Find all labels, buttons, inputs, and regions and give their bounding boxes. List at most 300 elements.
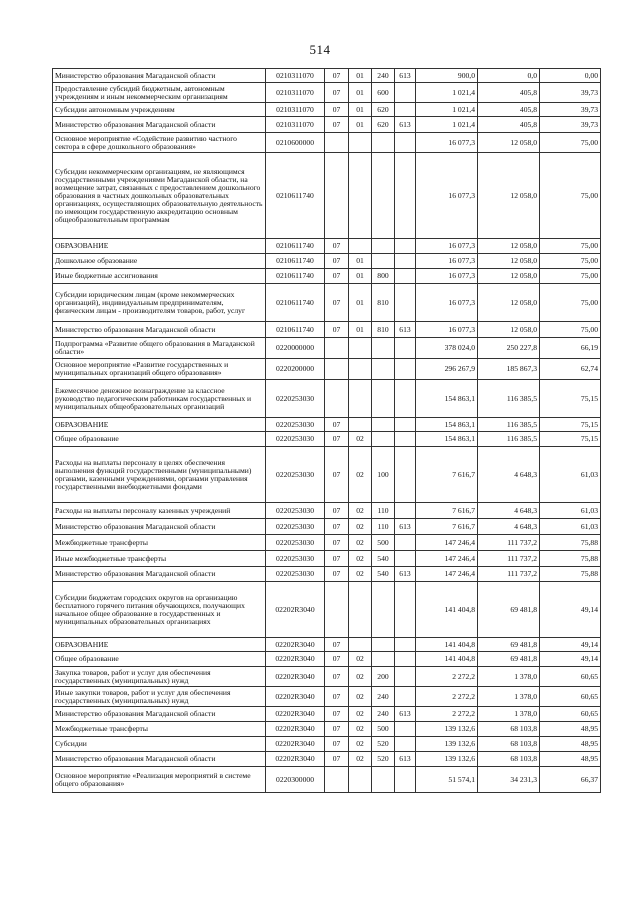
row-name-cell: Межбюджетные трансферты [53, 535, 266, 551]
row-code-cell: 0210611740 [266, 269, 325, 284]
row-code-cell: 02202R3040 [266, 638, 325, 652]
row-section-cell: 07 [325, 254, 349, 269]
row-expense-type-cell: 110 [372, 519, 395, 535]
row-expense-type-cell [372, 338, 395, 359]
row-code-cell: 0210311070 [266, 117, 325, 133]
row-code-cell: 0210611740 [266, 239, 325, 254]
row-department-cell [395, 767, 416, 793]
row-actual-cell: 116 385,5 [478, 418, 540, 432]
row-percent-cell: 60,65 [540, 707, 601, 722]
row-code-cell: 0220253030 [266, 432, 325, 447]
row-section-cell: 07 [325, 567, 349, 582]
row-department-cell [395, 359, 416, 380]
row-percent-cell: 48,95 [540, 752, 601, 767]
row-expense-type-cell: 620 [372, 103, 395, 117]
row-percent-cell: 75,00 [540, 239, 601, 254]
row-plan-cell: 16 077,3 [416, 254, 478, 269]
row-code-cell: 0210611740 [266, 153, 325, 239]
table-row [53, 551, 601, 567]
row-percent-cell: 75,00 [540, 133, 601, 153]
row-code-cell: 0220253030 [266, 447, 325, 503]
row-expense-type-cell: 600 [372, 83, 395, 103]
row-subsection-cell: 01 [349, 284, 372, 322]
row-plan-cell: 141 404,8 [416, 652, 478, 667]
row-code-cell: 0220253030 [266, 567, 325, 582]
row-percent-cell: 75,00 [540, 322, 601, 338]
row-percent-cell: 0,00 [540, 69, 601, 83]
row-actual-cell: 111 737,2 [478, 567, 540, 582]
row-subsection-cell [349, 153, 372, 239]
row-section-cell: 07 [325, 269, 349, 284]
row-expense-type-cell: 810 [372, 322, 395, 338]
row-percent-cell: 48,95 [540, 737, 601, 752]
row-subsection-cell [349, 767, 372, 793]
row-department-cell [395, 737, 416, 752]
table-row [53, 322, 601, 338]
row-subsection-cell [349, 638, 372, 652]
row-expense-type-cell: 540 [372, 567, 395, 582]
row-subsection-cell: 02 [349, 752, 372, 767]
row-section-cell: 07 [325, 447, 349, 503]
row-code-cell: 0220200000 [266, 359, 325, 380]
row-section-cell: 07 [325, 551, 349, 567]
row-percent-cell: 48,95 [540, 722, 601, 737]
row-actual-cell: 68 103,8 [478, 722, 540, 737]
row-expense-type-cell [372, 153, 395, 239]
row-section-cell: 07 [325, 503, 349, 519]
row-name-cell: Субсидии автономным учреждениям [53, 103, 266, 117]
row-subsection-cell: 02 [349, 737, 372, 752]
row-expense-type-cell: 520 [372, 737, 395, 752]
row-subsection-cell [349, 338, 372, 359]
row-expense-type-cell: 520 [372, 752, 395, 767]
row-department-cell [395, 722, 416, 737]
row-percent-cell: 75,15 [540, 432, 601, 447]
row-plan-cell: 2 272,2 [416, 687, 478, 707]
row-code-cell: 02202R3040 [266, 722, 325, 737]
row-plan-cell: 1 021,4 [416, 83, 478, 103]
row-subsection-cell [349, 133, 372, 153]
row-subsection-cell: 02 [349, 519, 372, 535]
table-row [53, 153, 601, 239]
row-section-cell [325, 338, 349, 359]
row-department-cell [395, 638, 416, 652]
row-section-cell: 07 [325, 284, 349, 322]
row-plan-cell: 147 246,4 [416, 567, 478, 582]
row-name-cell: Основное мероприятие «Развитие государственных и муниципальных организаций общего образования» [53, 359, 266, 380]
row-department-cell [395, 239, 416, 254]
row-actual-cell: 69 481,8 [478, 638, 540, 652]
table-row [53, 638, 601, 652]
row-subsection-cell: 01 [349, 269, 372, 284]
table-row [53, 133, 601, 153]
row-percent-cell: 75,00 [540, 153, 601, 239]
row-percent-cell: 62,74 [540, 359, 601, 380]
row-actual-cell: 250 227,8 [478, 338, 540, 359]
row-plan-cell: 16 077,3 [416, 133, 478, 153]
table-row [53, 503, 601, 519]
table-row [53, 722, 601, 737]
table-row [53, 707, 601, 722]
row-department-cell [395, 418, 416, 432]
row-actual-cell: 111 737,2 [478, 551, 540, 567]
row-name-cell: Дошкольное образование [53, 254, 266, 269]
row-expense-type-cell [372, 767, 395, 793]
row-percent-cell: 66,37 [540, 767, 601, 793]
row-expense-type-cell [372, 432, 395, 447]
row-section-cell: 07 [325, 667, 349, 687]
row-name-cell: Общее образование [53, 652, 266, 667]
table-row [53, 418, 601, 432]
row-department-cell: 613 [395, 707, 416, 722]
row-subsection-cell: 02 [349, 707, 372, 722]
row-actual-cell: 1 378,0 [478, 707, 540, 722]
row-name-cell: ОБРАЗОВАНИЕ [53, 418, 266, 432]
row-subsection-cell: 02 [349, 432, 372, 447]
row-name-cell: Министерство образования Магаданской области [53, 519, 266, 535]
row-plan-cell: 378 024,0 [416, 338, 478, 359]
row-subsection-cell [349, 418, 372, 432]
row-name-cell: Общее образование [53, 432, 266, 447]
row-section-cell [325, 153, 349, 239]
row-name-cell: Расходы на выплаты персоналу в целях обеспечения выполнения функций государственными (муниципальными) органами, казенными учреждениями, органами управления государственными внебюджетными фондами [53, 447, 266, 503]
row-section-cell: 07 [325, 69, 349, 83]
row-code-cell: 02202R3040 [266, 737, 325, 752]
row-department-cell: 613 [395, 117, 416, 133]
row-department-cell: 613 [395, 322, 416, 338]
row-subsection-cell [349, 380, 372, 418]
row-actual-cell: 68 103,8 [478, 737, 540, 752]
row-expense-type-cell: 500 [372, 722, 395, 737]
row-percent-cell: 75,15 [540, 418, 601, 432]
row-section-cell [325, 359, 349, 380]
row-actual-cell: 12 058,0 [478, 284, 540, 322]
row-department-cell: 613 [395, 69, 416, 83]
row-section-cell: 07 [325, 103, 349, 117]
row-actual-cell: 12 058,0 [478, 269, 540, 284]
row-expense-type-cell [372, 254, 395, 269]
row-section-cell: 07 [325, 519, 349, 535]
row-actual-cell: 0,0 [478, 69, 540, 83]
row-plan-cell: 141 404,8 [416, 582, 478, 638]
row-expense-type-cell: 100 [372, 447, 395, 503]
row-department-cell [395, 153, 416, 239]
table-row [53, 239, 601, 254]
row-plan-cell: 139 132,6 [416, 722, 478, 737]
table-row [53, 667, 601, 687]
table-row [53, 567, 601, 582]
row-actual-cell: 405,8 [478, 117, 540, 133]
row-department-cell: 613 [395, 752, 416, 767]
row-subsection-cell: 02 [349, 567, 372, 582]
row-section-cell [325, 380, 349, 418]
row-section-cell [325, 767, 349, 793]
row-subsection-cell: 01 [349, 103, 372, 117]
row-expense-type-cell: 620 [372, 117, 395, 133]
row-actual-cell: 4 648,3 [478, 503, 540, 519]
row-code-cell: 02202R3040 [266, 687, 325, 707]
row-name-cell: Министерство образования Магаданской области [53, 69, 266, 83]
table-row [53, 737, 601, 752]
row-actual-cell: 69 481,8 [478, 582, 540, 638]
row-name-cell: Закупка товаров, работ и услуг для обеспечения государственных (муниципальных) нужд [53, 667, 266, 687]
row-name-cell: Основное мероприятие «Содействие развитию частного сектора в сфере дошкольного образования» [53, 133, 266, 153]
row-department-cell [395, 133, 416, 153]
row-code-cell: 0220253030 [266, 503, 325, 519]
row-department-cell [395, 269, 416, 284]
row-actual-cell: 185 867,3 [478, 359, 540, 380]
row-name-cell: Министерство образования Магаданской области [53, 322, 266, 338]
row-department-cell [395, 503, 416, 519]
row-subsection-cell [349, 582, 372, 638]
row-subsection-cell [349, 239, 372, 254]
table-row [53, 652, 601, 667]
row-section-cell: 07 [325, 707, 349, 722]
row-name-cell: Подпрограмма «Развитие общего образования в Магаданской области» [53, 338, 266, 359]
row-department-cell [395, 83, 416, 103]
row-code-cell: 02202R3040 [266, 707, 325, 722]
row-plan-cell: 147 246,4 [416, 535, 478, 551]
table-row [53, 269, 601, 284]
row-code-cell: 0210311070 [266, 103, 325, 117]
row-expense-type-cell: 810 [372, 284, 395, 322]
row-name-cell: Расходы на выплаты персоналу казенных учреждений [53, 503, 266, 519]
row-code-cell: 0210311070 [266, 83, 325, 103]
row-percent-cell: 75,88 [540, 551, 601, 567]
row-percent-cell: 75,00 [540, 254, 601, 269]
row-percent-cell: 75,15 [540, 380, 601, 418]
row-actual-cell: 4 648,3 [478, 519, 540, 535]
row-expense-type-cell: 800 [372, 269, 395, 284]
row-plan-cell: 139 132,6 [416, 737, 478, 752]
row-section-cell: 07 [325, 83, 349, 103]
row-subsection-cell: 02 [349, 503, 372, 519]
row-plan-cell: 296 267,9 [416, 359, 478, 380]
row-code-cell: 0220253030 [266, 551, 325, 567]
row-name-cell: Ежемесячное денежное вознаграждение за классное руководство педагогическим работникам государственных и муниципальных общеобразовательных организаций [53, 380, 266, 418]
row-percent-cell: 49,14 [540, 582, 601, 638]
row-section-cell: 07 [325, 117, 349, 133]
row-section-cell: 07 [325, 652, 349, 667]
row-actual-cell: 68 103,8 [478, 752, 540, 767]
row-actual-cell: 69 481,8 [478, 652, 540, 667]
row-department-cell [395, 687, 416, 707]
table-row [53, 83, 601, 103]
row-percent-cell: 39,73 [540, 117, 601, 133]
row-subsection-cell: 02 [349, 722, 372, 737]
row-percent-cell: 39,73 [540, 103, 601, 117]
row-actual-cell: 405,8 [478, 83, 540, 103]
table-row [53, 338, 601, 359]
row-expense-type-cell: 500 [372, 535, 395, 551]
row-plan-cell: 7 616,7 [416, 503, 478, 519]
row-subsection-cell: 01 [349, 83, 372, 103]
row-section-cell: 07 [325, 535, 349, 551]
row-name-cell: Министерство образования Магаданской области [53, 707, 266, 722]
row-section-cell: 07 [325, 687, 349, 707]
row-code-cell: 0210600000 [266, 133, 325, 153]
row-actual-cell: 1 378,0 [478, 687, 540, 707]
row-percent-cell: 75,00 [540, 269, 601, 284]
row-plan-cell: 1 021,4 [416, 117, 478, 133]
row-expense-type-cell: 240 [372, 687, 395, 707]
row-department-cell [395, 103, 416, 117]
row-subsection-cell: 02 [349, 687, 372, 707]
row-name-cell: Министерство образования Магаданской области [53, 567, 266, 582]
table-row [53, 359, 601, 380]
row-percent-cell: 61,03 [540, 519, 601, 535]
row-percent-cell: 61,03 [540, 447, 601, 503]
row-actual-cell: 34 231,3 [478, 767, 540, 793]
table-row [53, 535, 601, 551]
row-code-cell: 0220000000 [266, 338, 325, 359]
row-department-cell [395, 535, 416, 551]
row-expense-type-cell [372, 133, 395, 153]
row-code-cell: 0210611740 [266, 254, 325, 269]
row-actual-cell: 12 058,0 [478, 322, 540, 338]
row-department-cell [395, 254, 416, 269]
row-name-cell: Субсидии бюджетам городских округов на организацию бесплатного горячего питания обучающихся, получающих начальное общее образование в государственных и муниципальных образовательных организациях [53, 582, 266, 638]
row-department-cell [395, 551, 416, 567]
row-plan-cell: 147 246,4 [416, 551, 478, 567]
row-subsection-cell: 01 [349, 69, 372, 83]
row-expense-type-cell: 240 [372, 707, 395, 722]
row-subsection-cell: 01 [349, 254, 372, 269]
row-section-cell: 07 [325, 322, 349, 338]
row-percent-cell: 60,65 [540, 667, 601, 687]
row-actual-cell: 1 378,0 [478, 667, 540, 687]
row-department-cell [395, 284, 416, 322]
row-actual-cell: 4 648,3 [478, 447, 540, 503]
row-code-cell: 02202R3040 [266, 667, 325, 687]
row-name-cell: ОБРАЗОВАНИЕ [53, 239, 266, 254]
row-actual-cell: 116 385,5 [478, 380, 540, 418]
row-name-cell: Субсидии [53, 737, 266, 752]
row-department-cell [395, 447, 416, 503]
row-percent-cell: 49,14 [540, 638, 601, 652]
row-department-cell [395, 338, 416, 359]
row-plan-cell: 154 863,1 [416, 380, 478, 418]
row-expense-type-cell [372, 359, 395, 380]
row-name-cell: Предоставление субсидий бюджетным, автономным учреждениям и иным некоммерческим организациям [53, 83, 266, 103]
row-subsection-cell: 02 [349, 535, 372, 551]
row-code-cell: 02202R3040 [266, 582, 325, 638]
row-section-cell: 07 [325, 752, 349, 767]
row-subsection-cell: 02 [349, 667, 372, 687]
row-plan-cell: 2 272,2 [416, 707, 478, 722]
row-plan-cell: 7 616,7 [416, 519, 478, 535]
row-department-cell [395, 667, 416, 687]
row-code-cell: 0220253030 [266, 380, 325, 418]
table-row [53, 752, 601, 767]
row-section-cell [325, 582, 349, 638]
row-name-cell: Субсидии юридическим лицам (кроме некоммерческих организаций), индивидуальным предпринимателям, физическим лицам - производителям товаров, работ, услуг [53, 284, 266, 322]
row-code-cell: 0210611740 [266, 284, 325, 322]
row-subsection-cell [349, 359, 372, 380]
row-actual-cell: 111 737,2 [478, 535, 540, 551]
row-department-cell [395, 432, 416, 447]
table-row [53, 69, 601, 83]
row-department-cell: 613 [395, 519, 416, 535]
row-code-cell: 02202R3040 [266, 752, 325, 767]
table-row [53, 687, 601, 707]
row-plan-cell: 1 021,4 [416, 103, 478, 117]
row-code-cell: 0210311070 [266, 69, 325, 83]
row-expense-type-cell: 200 [372, 667, 395, 687]
row-percent-cell: 49,14 [540, 652, 601, 667]
table-row [53, 767, 601, 793]
row-code-cell: 0220253030 [266, 519, 325, 535]
row-department-cell [395, 380, 416, 418]
row-name-cell: Иные закупки товаров, работ и услуг для обеспечения государственных (муниципальных) нужд [53, 687, 266, 707]
row-actual-cell: 116 385,5 [478, 432, 540, 447]
row-subsection-cell: 01 [349, 117, 372, 133]
row-expense-type-cell: 110 [372, 503, 395, 519]
row-expense-type-cell: 240 [372, 69, 395, 83]
row-expense-type-cell [372, 239, 395, 254]
row-plan-cell: 16 077,3 [416, 284, 478, 322]
table-row [53, 447, 601, 503]
row-percent-cell: 75,00 [540, 284, 601, 322]
table-row [53, 380, 601, 418]
row-section-cell: 07 [325, 737, 349, 752]
row-plan-cell: 154 863,1 [416, 432, 478, 447]
row-actual-cell: 12 058,0 [478, 153, 540, 239]
row-percent-cell: 66,19 [540, 338, 601, 359]
row-name-cell: ОБРАЗОВАНИЕ [53, 638, 266, 652]
table-row [53, 284, 601, 322]
row-percent-cell: 75,88 [540, 567, 601, 582]
row-subsection-cell: 01 [349, 322, 372, 338]
row-plan-cell: 139 132,6 [416, 752, 478, 767]
table-row [53, 117, 601, 133]
row-percent-cell: 60,65 [540, 687, 601, 707]
row-subsection-cell: 02 [349, 652, 372, 667]
row-section-cell: 07 [325, 239, 349, 254]
row-code-cell: 0220300000 [266, 767, 325, 793]
row-expense-type-cell [372, 652, 395, 667]
row-department-cell [395, 652, 416, 667]
row-department-cell [395, 582, 416, 638]
row-name-cell: Основное мероприятие «Реализация мероприятий в системе общего образования» [53, 767, 266, 793]
row-actual-cell: 12 058,0 [478, 239, 540, 254]
page-number: 514 [309, 42, 331, 57]
row-percent-cell: 61,03 [540, 503, 601, 519]
table-row [53, 582, 601, 638]
row-subsection-cell: 02 [349, 447, 372, 503]
row-code-cell: 0220253030 [266, 418, 325, 432]
row-section-cell: 07 [325, 638, 349, 652]
row-plan-cell: 16 077,3 [416, 269, 478, 284]
table-row [53, 103, 601, 117]
row-expense-type-cell [372, 418, 395, 432]
row-percent-cell: 39,73 [540, 83, 601, 103]
row-code-cell: 02202R3040 [266, 652, 325, 667]
row-plan-cell: 16 077,3 [416, 239, 478, 254]
row-subsection-cell: 02 [349, 551, 372, 567]
table-row [53, 432, 601, 447]
row-plan-cell: 2 272,2 [416, 667, 478, 687]
row-percent-cell: 75,88 [540, 535, 601, 551]
row-expense-type-cell [372, 582, 395, 638]
budget-table-body [53, 69, 601, 793]
row-plan-cell: 16 077,3 [416, 322, 478, 338]
row-plan-cell: 141 404,8 [416, 638, 478, 652]
row-section-cell: 07 [325, 418, 349, 432]
row-plan-cell: 16 077,3 [416, 153, 478, 239]
table-row [53, 519, 601, 535]
row-section-cell [325, 133, 349, 153]
